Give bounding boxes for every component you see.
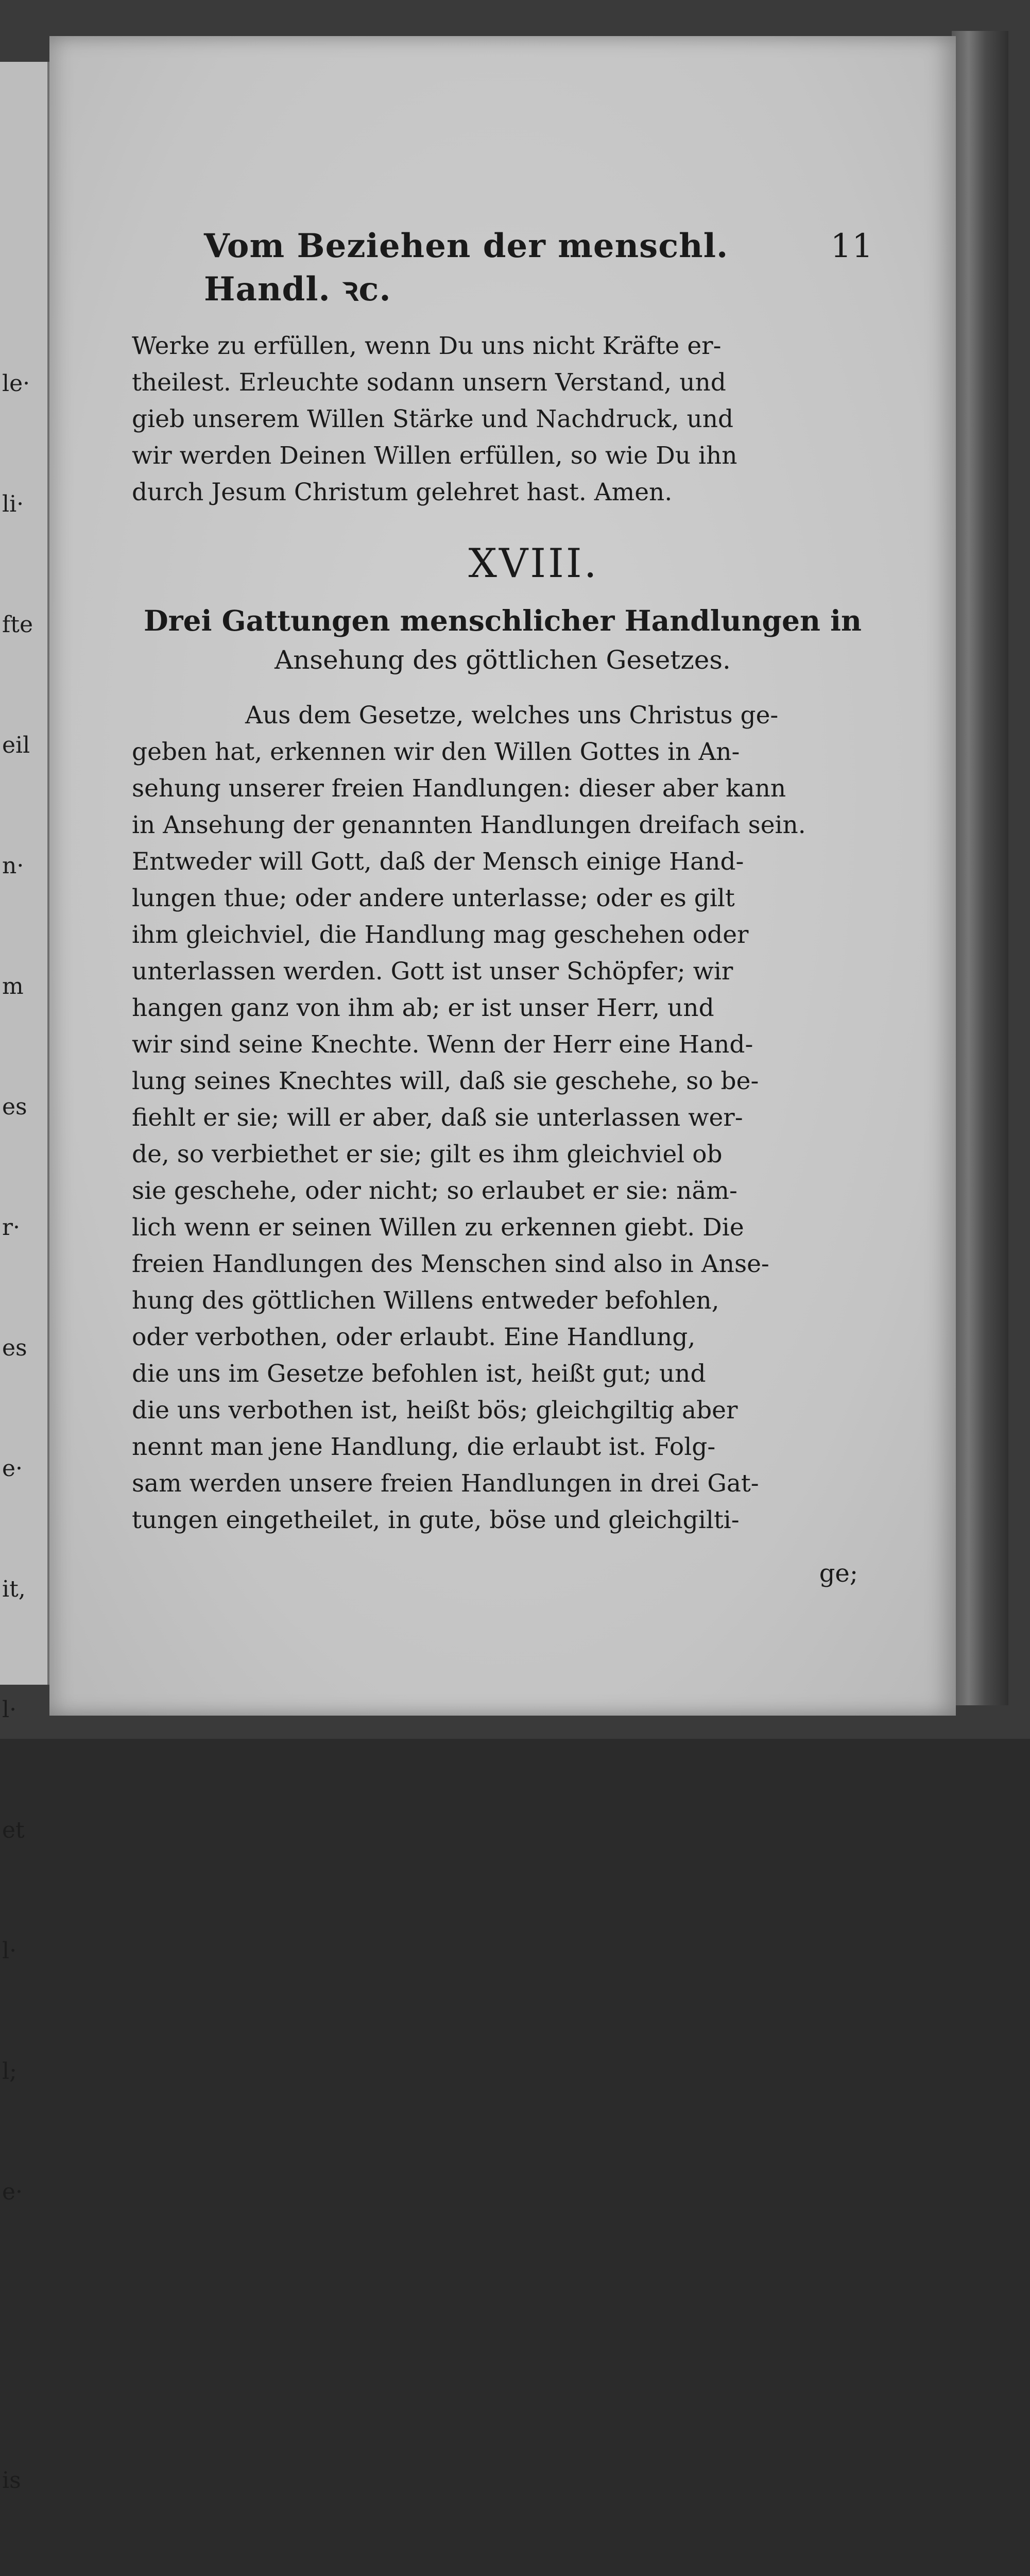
fragment: es: [2, 1335, 27, 1361]
fragment: r·: [2, 1214, 21, 1241]
fragment: fte: [2, 612, 33, 638]
catchword: ge;: [819, 1559, 858, 1588]
book-block-edge: [952, 31, 1008, 1705]
text-line: wir sind seine Knechte. Wenn der Herr eine Hand-: [132, 1030, 753, 1059]
section-subtitle: Ansehung des göttlichen Gesetzes.: [274, 645, 731, 675]
text-line: fiehlt er sie; will er aber, daß sie unterlassen wer-: [132, 1104, 743, 1132]
text-line: oder verbothen, oder erlaubt. Eine Handlung,: [132, 1323, 696, 1351]
fragment: le·: [2, 370, 30, 397]
fragment: eil: [2, 732, 30, 758]
fragment: es: [2, 1094, 27, 1120]
section-title-main: Drei Gattungen menschlicher Handlungen in: [143, 604, 862, 637]
fragment: et: [2, 1817, 25, 1843]
fragment: l·: [2, 1938, 17, 1964]
page-number: 11: [830, 227, 873, 265]
fragment: is: [2, 2467, 21, 2494]
text-line: ihm gleichviel, die Handlung mag geschehen oder: [132, 921, 749, 949]
facing-page-fragments: [0, 283, 47, 2576]
text-line: in Ansehung der genannten Handlungen dreifach sein.: [132, 811, 806, 839]
fragment: it,: [2, 1576, 26, 1602]
text-line: tungen eingetheilet, in gute, böse und gleichgilti-: [132, 1506, 740, 1534]
text-line: lich wenn er seinen Willen zu erkennen giebt. Die: [132, 1213, 744, 1242]
text-line: de, so verbiethet er sie; gilt es ihm gleichviel ob: [132, 1140, 723, 1168]
fragment: l·: [2, 1697, 17, 1723]
fragment: e·: [2, 1455, 23, 1482]
text-line: Werke zu erfüllen, wenn Du uns nicht Kräfte er-: [132, 332, 722, 360]
fragment: li·: [2, 491, 24, 517]
fragment-gap: [2, 2293, 47, 2380]
facing-page-edge: [0, 62, 50, 2494]
fragment: l;: [2, 2058, 17, 2084]
text-line: freien Handlungen des Menschen sind also in Anse-: [132, 1250, 769, 1278]
text-line: sie geschehe, oder nicht; so erlaubet er sie: näm-: [132, 1177, 737, 1205]
prayer-paragraph: [132, 328, 873, 511]
section-title: [132, 601, 873, 680]
text-line: nennt man jene Handlung, die erlaubt ist. Folg-: [132, 1433, 716, 1461]
text-line: lungen thue; oder andere unterlasse; oder es gilt: [132, 884, 735, 912]
text-line: wir werden Deinen Willen erfüllen, so wie Du ihn: [132, 442, 737, 470]
text-line: die uns im Gesetze befohlen ist, heißt gut; und: [132, 1360, 706, 1388]
text-line: Aus dem Gesetze, welches uns Christus ge-: [245, 701, 779, 730]
fragment: m: [2, 973, 24, 999]
text-line: sehung unserer freien Handlungen: dieser aber kann: [132, 774, 786, 803]
text-line: die uns verbothen ist, heißt bös; gleichgiltig aber: [132, 1396, 738, 1425]
section-number: XVIII.: [468, 540, 599, 587]
running-head-title: Vom Beziehen der menschl. Handl. ꝛc.: [204, 227, 729, 309]
body-paragraph: [132, 697, 873, 1538]
book-page: [49, 36, 956, 1716]
text-line: gieb unserem Willen Stärke und Nachdruck, und: [132, 405, 734, 433]
text-line: sam werden unsere freien Handlungen in drei Gat-: [132, 1469, 759, 1498]
text-line: hung des göttlichen Willens entweder befohlen,: [132, 1286, 719, 1315]
text-line: Entweder will Gott, daß der Mensch einige Hand-: [132, 848, 744, 876]
text-line: geben hat, erkennen wir den Willen Gottes in An-: [132, 738, 740, 766]
text-line: theilest. Erleuchte sodann unsern Verstand, und: [132, 368, 726, 397]
text-line: lung seines Knechtes will, daß sie geschehe, so be-: [132, 1067, 759, 1095]
page-content: [132, 227, 873, 1588]
text-line: unterlassen werden. Gott ist unser Schöpfer; wir: [132, 957, 733, 986]
fragment: e·: [2, 2179, 23, 2205]
running-head: [132, 227, 873, 310]
text-line: durch Jesum Christum gelehret hast. Amen.: [132, 478, 673, 506]
fragment: n·: [2, 853, 24, 879]
text-line: hangen ganz von ihm ab; er ist unser Herr, und: [132, 994, 714, 1022]
